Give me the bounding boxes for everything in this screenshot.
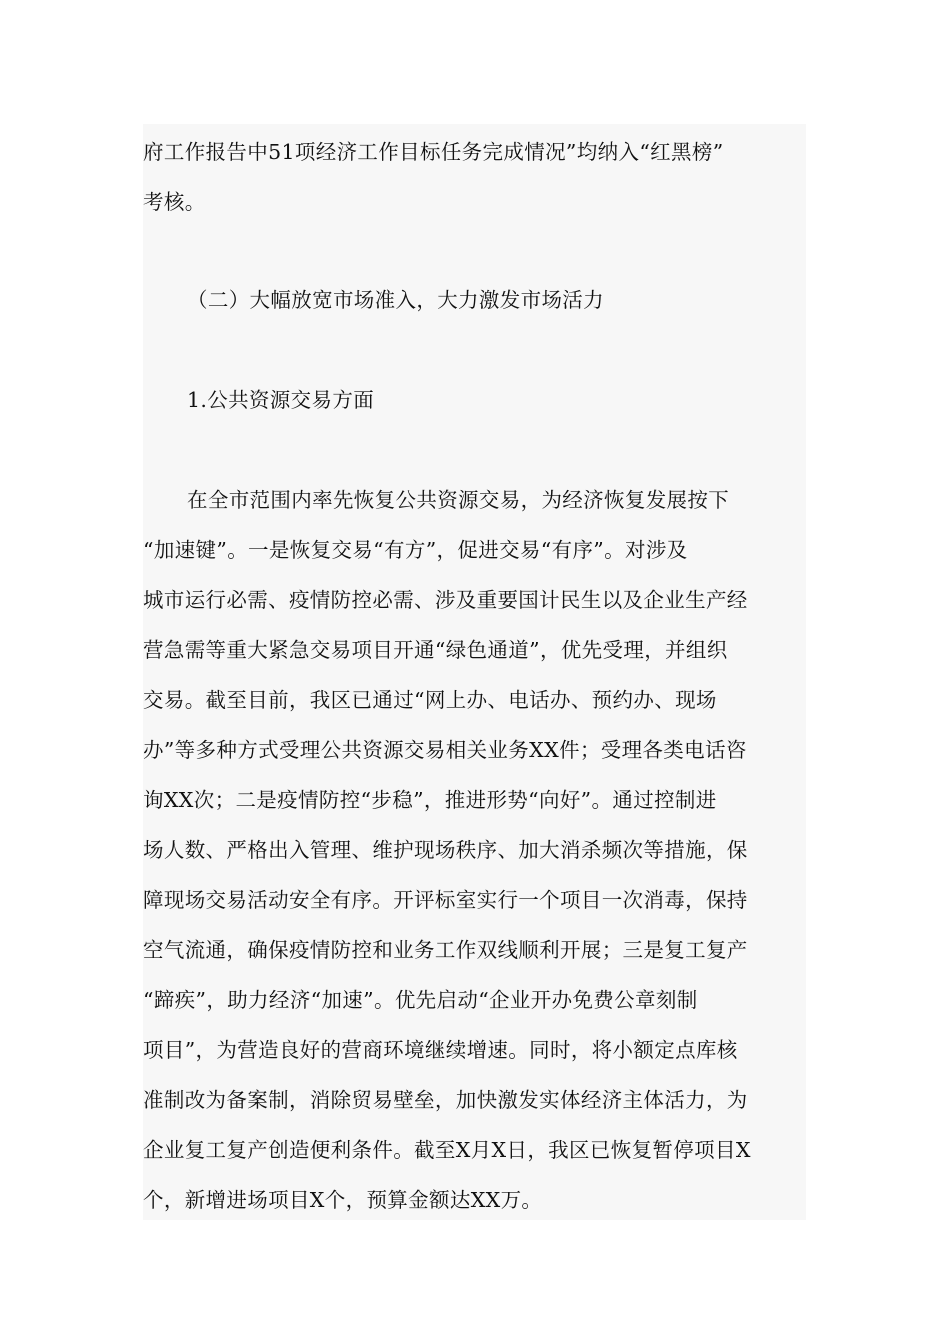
document-text-area [143,124,806,1220]
paragraph-line: 在全市范围内率先恢复公共资源交易，为经济恢复发展按下 [187,488,730,512]
paragraph-line: 询XX次；二是疫情防控“步稳”，推进形势“向好”。通过控制进 [143,788,717,812]
paragraph-line: 城市运行必需、疫情防控必需、涉及重要国计民生以及企业生产经 [143,588,748,612]
paragraph-line: 营急需等重大紧急交易项目开通“绿色通道”，优先受理，并组织 [143,638,728,662]
paragraph-line: 府工作报告中51项经济工作目标任务完成情况”均纳入“红黑榜” [143,140,724,164]
paragraph-line: 空气流通，确保疫情防控和业务工作双线顺利开展；三是复工复产 [143,938,748,962]
paragraph-line: 办”等多种方式受理公共资源交易相关业务XX件；受理各类电话咨 [143,738,747,762]
paragraph-line: 交易。截至目前，我区已通过“网上办、电话办、预约办、现场 [143,688,717,712]
paragraph-line: “蹄疾”，助力经济“加速”。优先启动“企业开办免费公章刻制 [143,988,698,1012]
sub-heading: 1.公共资源交易方面 [187,388,375,412]
paragraph-line: 障现场交易活动安全有序。开评标室实行一个项目一次消毒，保持 [143,888,748,912]
paragraph-line: 准制改为备案制，消除贸易壁垒，加快激发实体经济主体活力，为 [143,1088,748,1112]
section-heading: （二）大幅放宽市场准入，大力激发市场活力 [187,288,604,312]
paragraph-line: 考核。 [143,190,206,214]
paragraph-line: 项目”，为营造良好的营商环境继续增速。同时，将小额定点库核 [143,1038,738,1062]
paragraph-line: 场人数、严格出入管理、维护现场秩序、加大消杀频次等措施，保 [143,838,748,862]
paragraph-line: “加速键”。一是恢复交易“有方”，促进交易“有序”。对涉及 [143,538,688,562]
paragraph-line: 个，新增进场项目X个，预算金额达XX万。 [143,1188,543,1212]
paragraph-line: 企业复工复产创造便利条件。截至X月X日，我区已恢复暂停项目X [143,1138,751,1162]
